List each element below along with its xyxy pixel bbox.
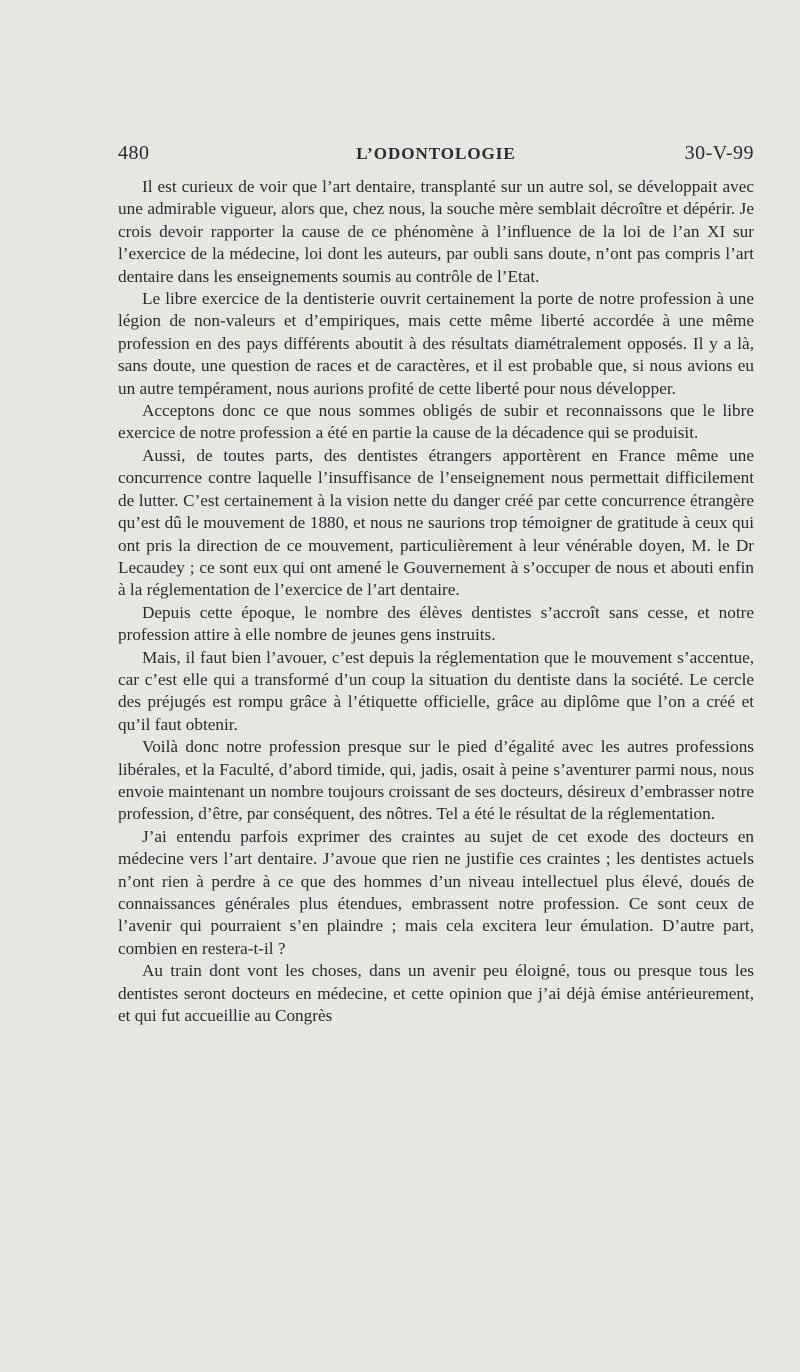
paragraph: Voilà donc notre profession presque sur le pied d’égalité avec les autres professions libérales, et la Faculté, d’abord timide, qui, jadis, osait à peine s’aventurer parmi nous, nous envoie maintenant un nombre toujours croissant de ses docteurs, désireux d’embrasser notre profession, d’être, par conséquent, des nôtres. Tel a été le résultat de la réglementation. xyxy=(118,737,754,824)
issue-date: 30-V-99 xyxy=(684,142,754,164)
paragraph: J’ai entendu parfois exprimer des craintes au sujet de cet exode des docteurs en médecine vers l’art dentaire. J’avoue que rien ne justifie ces craintes ; les dentistes actuels n’ont rien à perdre à ce que des hommes d’un niveau intellectuel plus élevé, doués de connaissances générales plus étendues, embrassent notre profession. Ce sont ceux de l’avenir qui pourraient s’en plaindre ; mais cela excitera leur émulation. D’autre part, combien en restera-t-il ? xyxy=(118,826,754,958)
paragraph: Il est curieux de voir que l’art dentaire, transplanté sur un autre sol, se développait avec une admirable vigueur, alors que, chez nous, la souche mère semblait décroître et dépérir. Je crois devoir rapporter la cause de ce phénomène à l’influence de la loi de l’an XI sur l’exercice de la médecine, loi dont les auteurs, par oubli sans doute, n’ont pas compris l’art dentaire dans les enseignements soumis au contrôle de l’Etat. xyxy=(118,177,754,286)
paragraph: Acceptons donc ce que nous sommes obligés de subir et reconnaissons que le libre exercice de notre profession a été en partie la cause de la décadence qui se produisit. xyxy=(118,401,754,443)
paragraph: Depuis cette époque, le nombre des élèves dentistes s’accroît sans cesse, et notre profession attire à elle nombre de jeunes gens instruits. xyxy=(118,602,754,645)
article-body xyxy=(118,176,754,1027)
journal-title: L’ODONTOLOGIE xyxy=(356,144,516,163)
paragraph: Mais, il faut bien l’avouer, c’est depuis la réglementation que le mouvement s’accentue, car c’est elle qui a transformé d’un coup la situation du dentiste dans la société. Le cercle des préjugés est rompu grâce à l’étiquette officielle, grâce au diplôme que l’on a créé et qu’il faut obtenir. xyxy=(118,647,754,734)
paragraph: Aussi, de toutes parts, des dentistes étrangers apportèrent en France même une concurrence contre laquelle l’insuffisance de l’enseignement nous permettait difficilement de lutter. C’est certainement à la vision nette du danger créé par cette concurrence étrangère qu’est dû le mouvement de 1880, et nous ne saurions trop témoigner de gratitude à ceux qui ont pris la direction de ce mouvement, particulièrement à leur vénérable doyen, M. le Dr Lecaudey ; ce sont eux qui ont amené le Gouvernement à s’occuper de nous et abouti enfin à la réglementation de l’exercice de l’art dentaire. xyxy=(118,445,754,600)
page-number: 480 xyxy=(118,142,150,164)
paragraph: Au train dont vont les choses, dans un avenir peu éloigné, tous ou presque tous les dentistes seront docteurs en médecine, et cette opinion que j’ai déjà émise antérieurement, et qui fut accueillie au Congrès xyxy=(118,961,754,1026)
running-header xyxy=(118,142,754,172)
paragraph: Le libre exercice de la dentisterie ouvrit certainement la porte de notre profession à une légion de non-valeurs et d’empiriques, mais cette même liberté accordée à une même profession en des pays différents aboutit à des résultats diamétralement opposés. Il y a là, sans doute, une question de races et de caractères, et il est probable que, si nous avions eu un autre tempérament, nous aurions profité de cette liberté pour nous développer. xyxy=(118,289,754,398)
